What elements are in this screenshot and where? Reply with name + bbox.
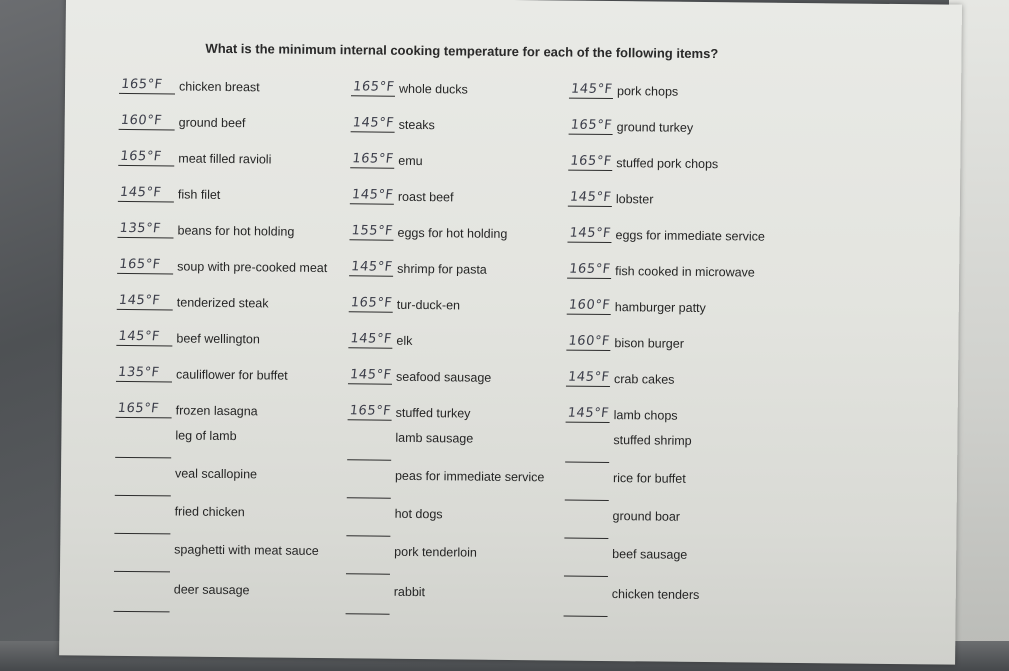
handwritten-temperature: 160°F [119,112,163,129]
answer-item [346,544,596,577]
food-item-label: elk [396,333,413,348]
answer-blank[interactable] [564,520,608,539]
answer-item [569,115,819,138]
answer-blank[interactable] [564,598,608,617]
answer-item [351,76,601,99]
food-item-label: tenderized steak [176,295,269,311]
answer-item [119,74,369,97]
food-item-label: soup with pre-cooked meat [177,259,328,276]
answer-item [567,295,817,318]
answer-item [569,79,819,102]
answer-blank[interactable] [349,293,393,312]
food-item-label: tur-duck-en [396,297,461,313]
answer-blank[interactable] [115,477,171,497]
food-item-label: lamb sausage [395,430,474,446]
answer-blank[interactable] [349,257,393,276]
food-item-label: deer sausage [173,582,250,598]
food-item-label: veal scallopine [174,466,258,482]
food-item-label: ground beef [178,115,246,131]
answer-item [114,582,364,615]
answer-item [346,584,596,617]
answer-blank[interactable] [565,482,609,501]
answer-item [349,256,599,279]
answer-blank[interactable] [348,365,392,384]
food-item-label: chicken breast [179,79,260,95]
food-item-label: cauliflower for buffet [175,367,288,383]
food-item-label: emu [398,153,423,169]
answer-item [114,542,364,575]
food-item-label: hamburger patty [614,300,706,316]
food-item-label: beef sausage [612,547,688,562]
answer-blank[interactable] [346,595,390,614]
handwritten-temperature: 145°F [566,405,610,422]
answer-item [119,110,369,133]
answer-blank[interactable] [118,147,174,167]
answer-blank[interactable] [347,479,391,498]
food-item-label: rabbit [393,584,426,600]
food-item-label: whole ducks [398,81,468,97]
answer-blank[interactable] [566,368,610,387]
answer-item [117,254,367,277]
food-item-label: rice for buffet [612,471,686,486]
answer-blank[interactable] [351,113,395,132]
food-item-label: leg of lamb [175,428,237,444]
answer-item [350,184,600,207]
answer-item [347,430,597,463]
answer-item [118,182,368,205]
food-item-label: bison burger [614,336,684,351]
answer-item [567,259,817,282]
handwritten-temperature: 145°F [569,189,613,206]
handwritten-temperature: 145°F [568,225,612,242]
answer-item [565,433,815,466]
answer-item [117,218,367,241]
handwritten-temperature: 145°F [350,259,394,275]
answer-item [350,148,600,171]
answer-blank[interactable] [346,555,390,574]
answer-item [348,400,598,423]
answer-blank[interactable] [116,327,172,347]
answer-blank[interactable] [117,255,173,275]
answer-item [351,112,601,135]
answer-item [347,468,597,501]
answer-item [116,326,366,349]
handwritten-temperature: 165°F [569,117,613,134]
answer-blank[interactable] [348,401,392,420]
handwritten-temperature: 145°F [351,115,395,131]
answer-item [567,223,817,246]
answer-item [564,587,814,620]
answer-item [565,471,815,504]
worksheet-question: What is the minimum internal cooking temperature for each of the following items? [205,40,719,62]
answer-item [349,292,599,315]
handwritten-temperature: 135°F [118,220,162,237]
answer-blank[interactable] [114,515,170,535]
answer-item [564,547,814,580]
answer-blank[interactable] [114,593,170,613]
food-item-label: spaghetti with meat sauce [174,542,319,558]
food-item-label: beef wellington [176,331,260,347]
answer-item [117,290,367,313]
answer-blank[interactable] [347,441,391,460]
answer-item [566,367,816,390]
handwritten-temperature: 165°F [569,153,613,170]
answer-item [566,403,816,426]
answer-blank[interactable] [115,439,171,459]
food-item-label: frozen lasagna [175,403,258,419]
answer-blank[interactable] [350,149,394,168]
handwritten-temperature: 165°F [119,148,163,165]
handwritten-temperature: 165°F [116,400,160,417]
answer-item [115,428,365,461]
answer-item [566,331,816,354]
answer-item [346,506,596,539]
answer-item [349,220,599,243]
answer-blank[interactable] [118,183,174,203]
answer-blank[interactable] [566,404,610,423]
handwritten-temperature: 145°F [119,184,163,201]
answer-item [116,398,366,421]
handwritten-temperature: 145°F [117,328,161,345]
answer-item [114,504,364,537]
handwritten-temperature: 145°F [351,187,395,203]
answer-blank[interactable] [348,329,392,348]
handwritten-temperature: 165°F [349,295,393,311]
food-item-label: hot dogs [394,506,443,522]
answer-item [116,362,366,385]
food-item-label: crab cakes [613,372,675,387]
food-item-label: ground boar [612,509,681,524]
food-item-label: stuffed turkey [395,405,471,421]
answer-blank[interactable] [119,111,175,131]
worksheet-page [59,0,962,665]
answer-item [118,146,368,169]
answer-blank[interactable] [117,291,173,311]
food-item-label: meat filled ravioli [178,151,272,167]
handwritten-temperature: 160°F [567,333,611,350]
handwritten-temperature: 165°F [351,151,395,167]
handwritten-temperature: 145°F [349,331,393,347]
answer-blank[interactable] [346,517,390,536]
food-item-label: eggs for immediate service [615,228,765,244]
handwritten-temperature: 145°F [570,81,614,98]
handwritten-temperature: 165°F [352,79,396,95]
answer-blank[interactable] [564,558,608,577]
answer-blank[interactable] [567,260,611,279]
answer-blank[interactable] [568,152,612,171]
food-item-label: stuffed pork chops [616,156,719,172]
answer-blank[interactable] [351,77,395,96]
answer-item [115,466,365,499]
handwritten-temperature: 135°F [117,364,161,381]
answer-blank[interactable] [569,80,613,99]
answer-blank[interactable] [119,75,175,95]
answer-blank[interactable] [350,185,394,204]
food-item-label: fried chicken [174,504,245,520]
handwritten-temperature: 145°F [567,369,611,386]
food-item-label: seafood sausage [395,369,492,385]
handwritten-temperature: 155°F [350,223,394,239]
answer-blank[interactable] [569,116,613,135]
answer-item [564,509,814,542]
food-item-label: lobster [615,192,654,207]
food-item-label: fish filet [177,187,221,202]
answer-blank[interactable] [116,363,172,383]
handwritten-temperature: 165°F [348,403,392,419]
answer-blank[interactable] [566,332,610,351]
answer-item [568,187,818,210]
food-item-label: ground turkey [616,120,694,135]
food-item-label: pork chops [616,84,679,99]
answer-blank[interactable] [117,219,173,239]
answer-blank[interactable] [565,444,609,463]
answer-blank[interactable] [567,296,611,315]
answer-blank[interactable] [349,221,393,240]
food-item-label: beans for hot holding [177,223,295,239]
food-item-label: shrimp for pasta [397,261,487,277]
food-item-label: fish cooked in microwave [615,264,755,280]
handwritten-temperature: 145°F [349,367,393,383]
food-item-label: steaks [398,117,435,133]
food-item-label: eggs for hot holding [397,225,508,241]
food-item-label: chicken tenders [611,587,700,602]
answer-item [348,328,598,351]
food-item-label: pork tenderloin [394,544,477,560]
food-item-label: stuffed shrimp [613,433,692,448]
food-item-label: lamb chops [613,408,678,423]
handwritten-temperature: 145°F [117,292,161,309]
food-item-label: peas for immediate service [394,468,545,485]
answer-blank[interactable] [114,553,170,573]
food-item-label: roast beef [397,189,454,205]
answer-blank[interactable] [568,188,612,207]
answer-item [348,364,598,387]
handwritten-temperature: 165°F [120,76,164,93]
handwritten-temperature: 165°F [568,261,612,278]
handwritten-temperature: 165°F [118,256,162,273]
answer-item [568,151,818,174]
answer-blank[interactable] [116,399,172,419]
answer-blank[interactable] [567,224,611,243]
handwritten-temperature: 160°F [567,297,611,314]
